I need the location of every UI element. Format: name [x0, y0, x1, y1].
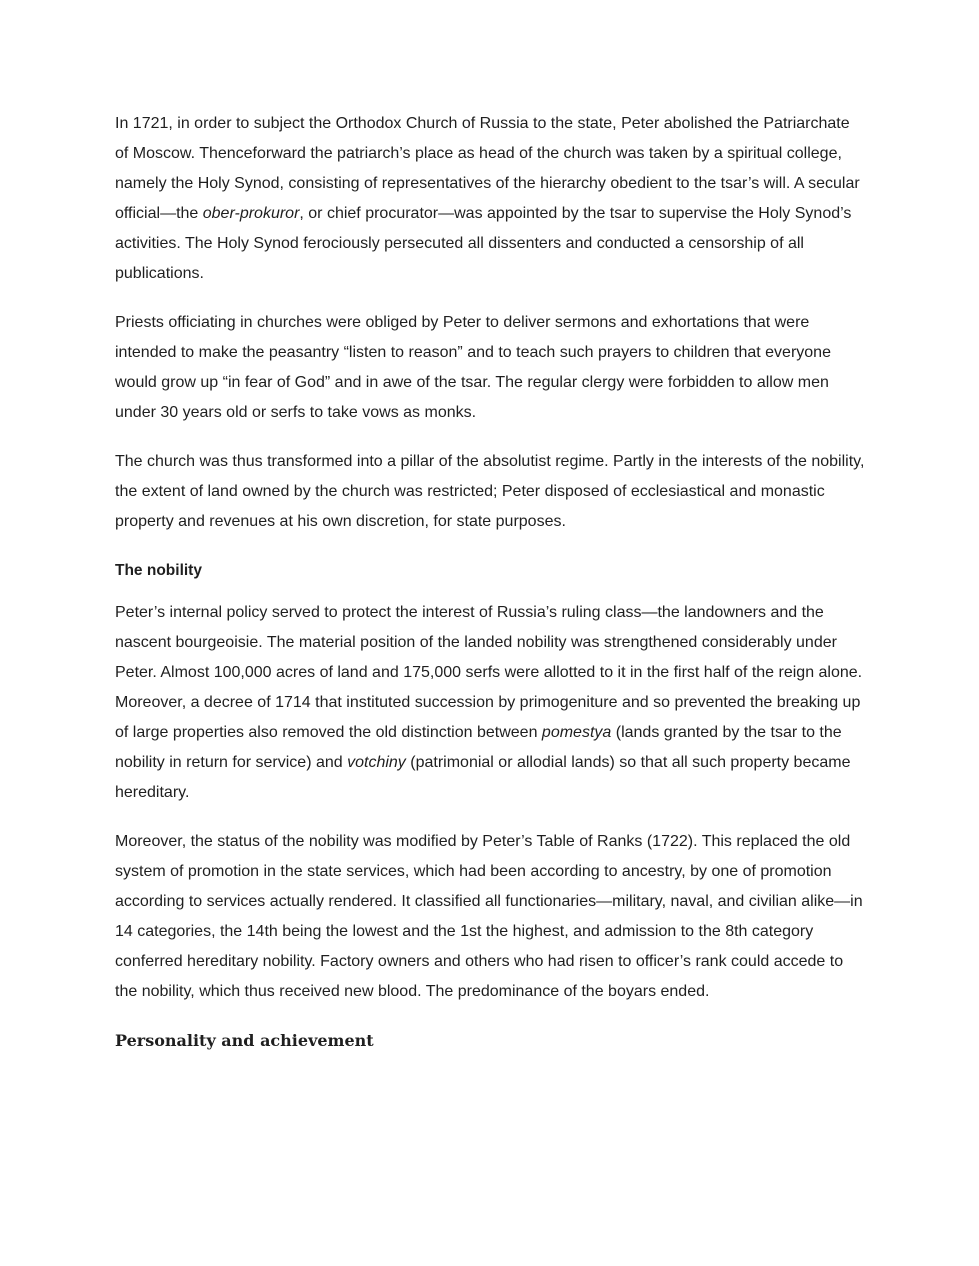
paragraph-text: (patrimonial or allodial lands) so that all such property became hereditary.	[115, 754, 851, 801]
paragraph-text: (lands granted by the tsar to the nobility in return for service) and	[115, 724, 842, 771]
paragraph-church-pillar: The church was thus transformed into a pillar of the absolutist regime. Partly in the interests of the nobility, the extent of land owned by the church was restricted; Peter disposed of ecclesiastical and monastic property and revenues at his own discretion, for state purposes.	[115, 453, 865, 530]
paragraph-text: , or chief procurator—was appointed by the tsar to supervise the Holy Synod’s activities. The Holy Synod ferociously persecuted all dissenters and conducted a censorship of all publications.	[115, 205, 852, 282]
paragraph-text: Peter’s internal policy served to protect the interest of Russia’s ruling class—the landowners and the nascent bourgeoisie. The material position of the landed nobility was strengthened considerably under Peter. Almost 100,000 acres of land and 175,000 serfs were allotted to it in the first half of the reign alone. Moreover, a decree of 1714 that instituted succession by primogeniture and so prevented the breaking up of large properties also removed the old distinction between	[115, 604, 863, 741]
paragraph-table-of-ranks: Moreover, the status of the nobility was modified by Peter’s Table of Ranks (1722). This replaced the old system of promotion in the state services, which had been according to ancestry, by one of promotion according to services actually rendered. It classified all functionaries—military, naval, and civilian alike—in 14 categories, the 14th being the lowest and the 1st the highest, and admission to the 8th category conferred hereditary nobility. Factory owners and others who had risen to officer’s rank could accede to the nobility, which thus received new blood. The predominance of the boyars ended.	[115, 833, 863, 1000]
paragraph-priests: Priests officiating in churches were obliged by Peter to deliver sermons and exhortations that were intended to make the peasantry “listen to reason” and to teach such prayers to children that everyone would grow up “in fear of God” and in awe of the tsar. The regular clergy were forbidden to allow men under 30 years old or serfs to take vows as monks.	[115, 314, 831, 421]
paragraph-text: In 1721, in order to subject the Orthodox Church of Russia to the state, Peter abolished the Patriarchate of Moscow. Thenceforward the patriarch’s place as head of the church was taken by a spiritual college, namely the Holy Synod, consisting of representatives of the hierarchy obedient to the tsar’s will. A secular official—the	[115, 115, 860, 222]
subheading-nobility: The nobility	[115, 562, 202, 579]
article-body	[115, 109, 867, 1056]
paragraph-church-reform	[115, 109, 867, 289]
term-ober-prokuror: ober-prokuror	[202, 205, 300, 222]
term-pomestya: pomestya	[541, 724, 612, 741]
paragraph-internal-policy	[115, 598, 867, 808]
section-heading-personality: Personality and achievement	[115, 1031, 374, 1050]
term-votchiny: votchiny	[347, 754, 406, 771]
